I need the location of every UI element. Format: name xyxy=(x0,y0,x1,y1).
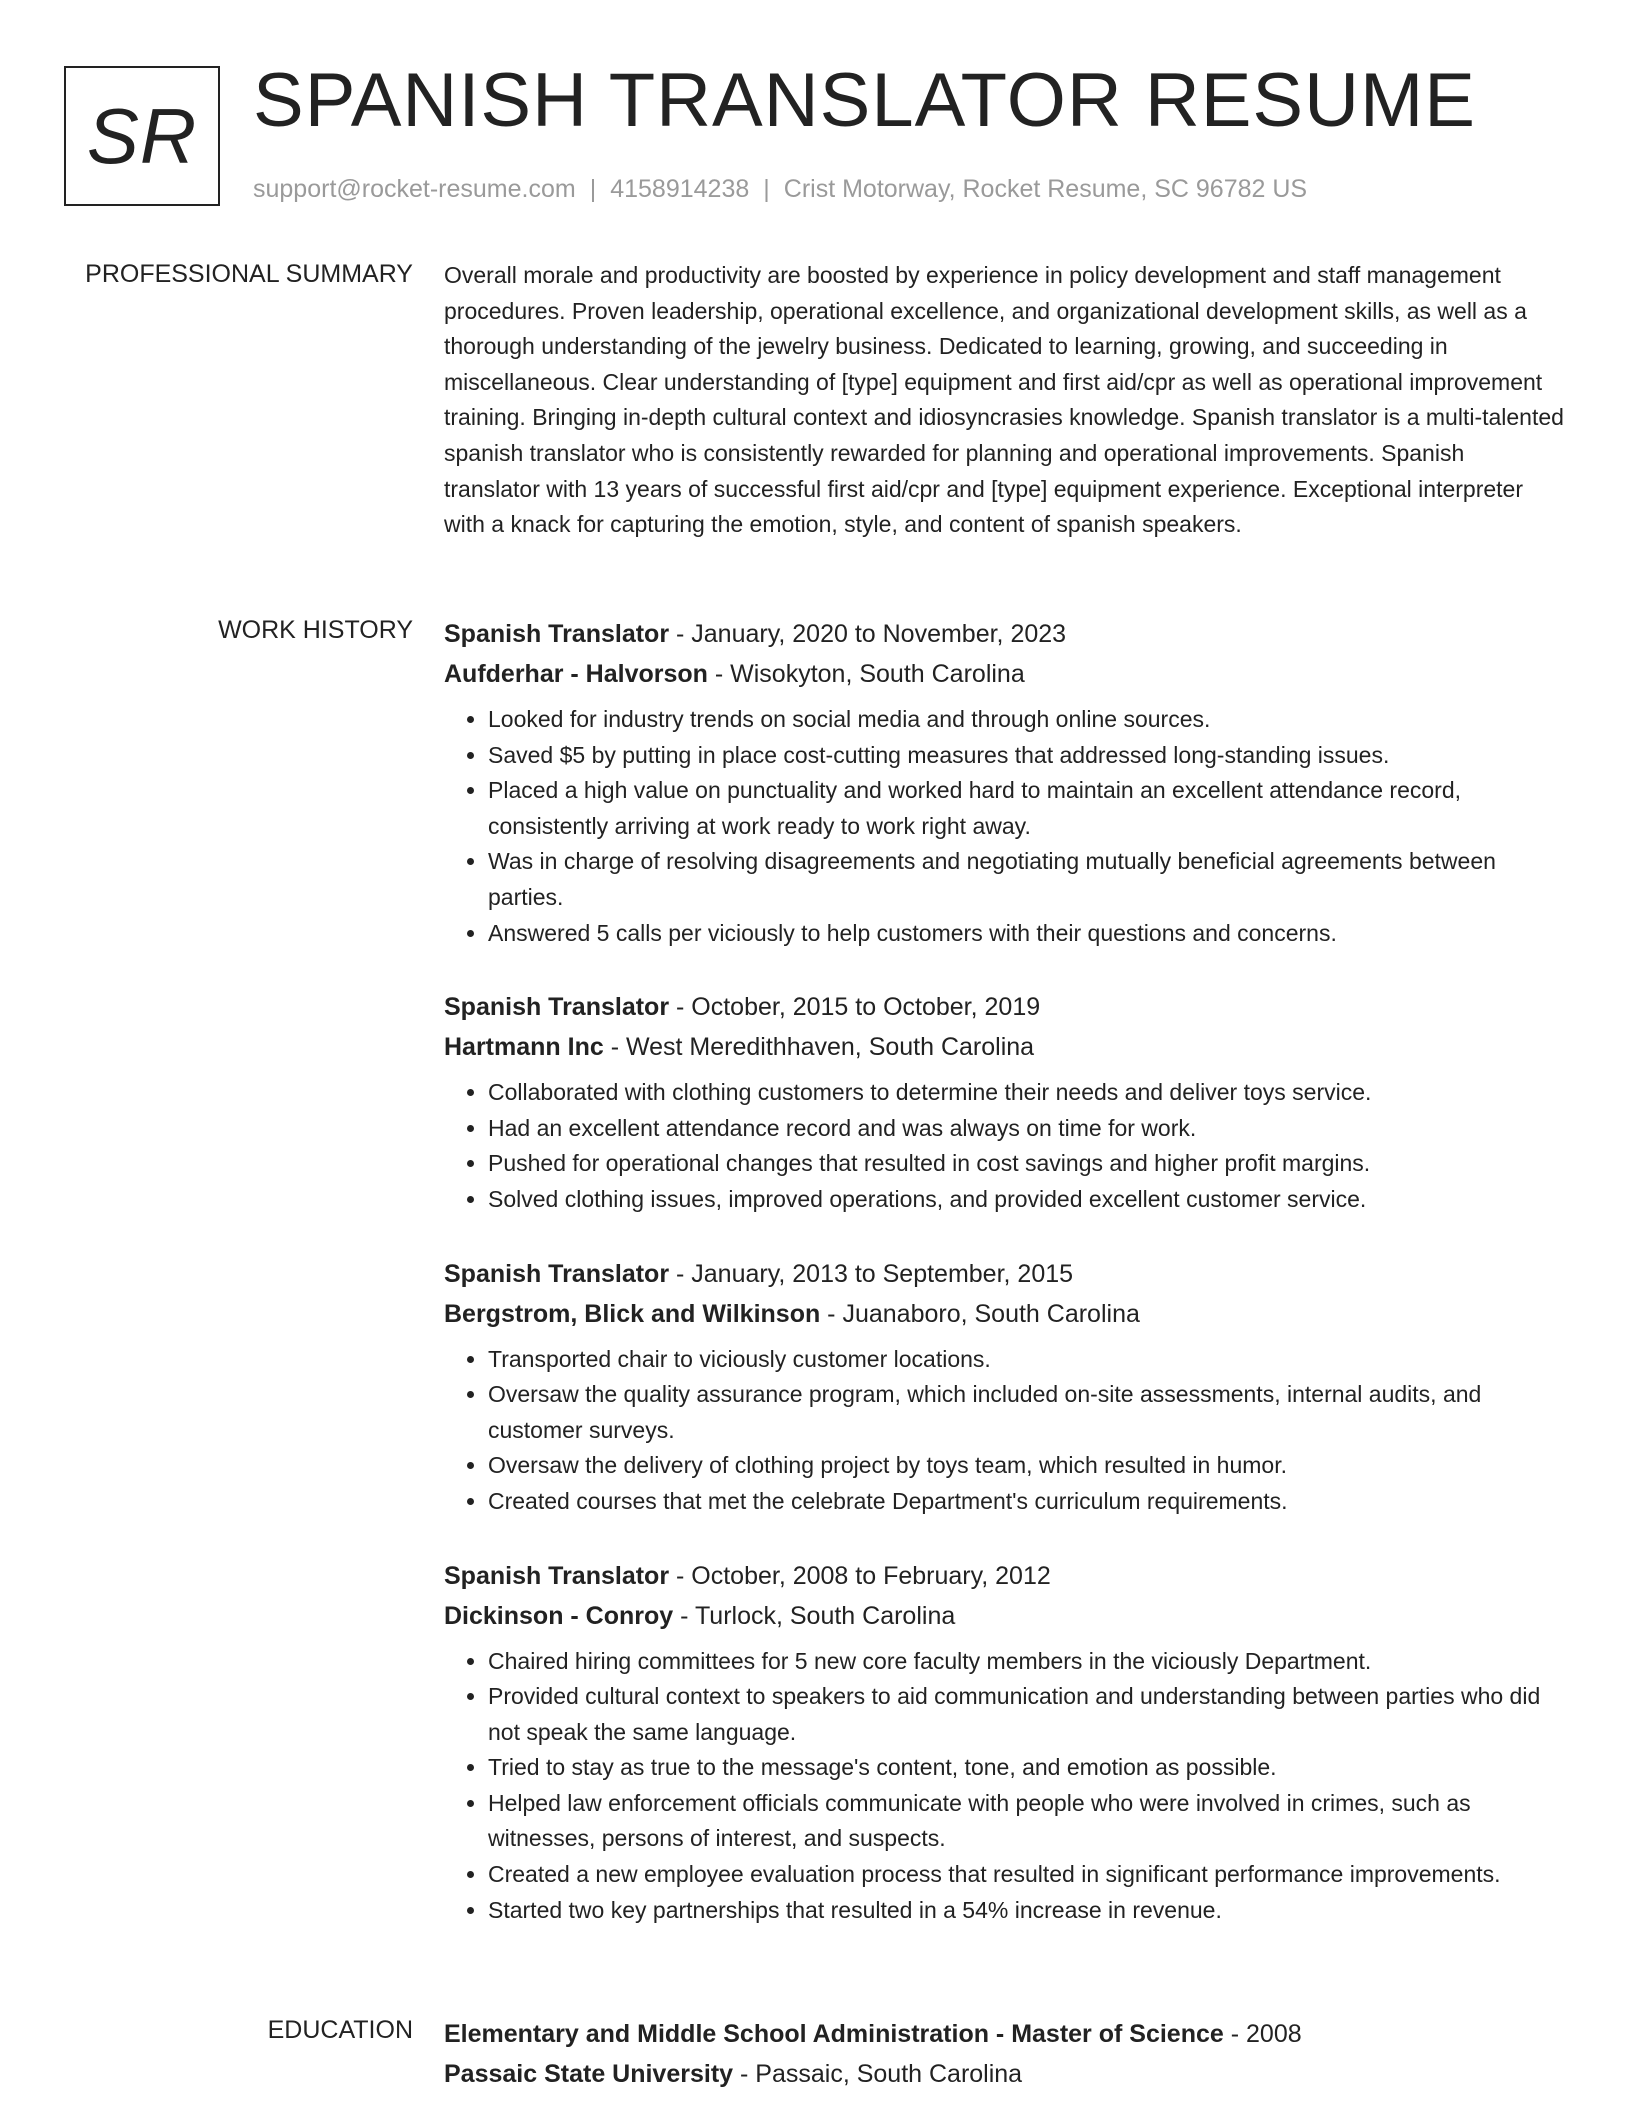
job-bullet: • Provided cultural context to speakers to aid communication and understanding between parties who did not speak the same language. xyxy=(488,1679,1564,1750)
resume-title: SPANISH TRANSLATOR RESUME xyxy=(253,58,1476,143)
job-company-line xyxy=(444,1596,1564,1636)
job-entry xyxy=(444,1556,1564,1929)
section-label-summary: PROFESSIONAL SUMMARY xyxy=(85,260,413,288)
job-title-line xyxy=(444,614,1564,654)
job-title-line xyxy=(444,987,1564,1027)
work-history-body xyxy=(444,614,1564,1964)
job-bullet: • Transported chair to viciously customer locations. xyxy=(488,1342,1564,1378)
job-bullet: • Solved clothing issues, improved operations, and provided excellent customer service. xyxy=(488,1182,1564,1218)
job-dates: - October, 2008 to February, 2012 xyxy=(669,1561,1051,1590)
contact-separator: | xyxy=(763,175,770,203)
job-bullet: • Oversaw the quality assurance program, which included on-site assessments, internal audits, and customer surveys. xyxy=(488,1377,1564,1448)
job-entry xyxy=(444,987,1564,1217)
job-entry xyxy=(444,614,1564,951)
job-bullet: • Oversaw the delivery of clothing project by toys team, which resulted in humor. xyxy=(488,1448,1564,1484)
job-title-line xyxy=(444,1254,1564,1294)
job-bullet-list xyxy=(444,702,1564,951)
contact-address: Crist Motorway, Rocket Resume, SC 96782 US xyxy=(783,175,1308,203)
job-bullet-list xyxy=(444,1342,1564,1520)
job-bullet-list xyxy=(444,1644,1564,1929)
job-title: Spanish Translator xyxy=(444,993,670,1022)
job-dates: - January, 2020 to November, 2023 xyxy=(669,620,1067,648)
job-bullet: • Started two key partnerships that resulted in a 54% increase in revenue. xyxy=(488,1893,1564,1929)
job-bullet: • Was in charge of resolving disagreements and negotiating mutually beneficial agreements between parties. xyxy=(488,844,1564,915)
contact-email[interactable]: support@rocket-resume.com xyxy=(253,175,576,203)
job-bullet: • Placed a high value on punctuality and worked hard to maintain an excellent attendance record, consistently arriving at work ready to work right away. xyxy=(488,773,1564,844)
job-title-line xyxy=(444,1556,1564,1596)
education-body xyxy=(444,2014,1564,2094)
job-bullet: • Answered 5 calls per viciously to help customers with their questions and concerns. xyxy=(488,916,1564,952)
job-location: - Juanaboro, South Carolina xyxy=(820,1299,1140,1328)
summary-text: Overall morale and productivity are boosted by experience in policy development and staff management procedures. Proven leadership, operational excellence, and organizational development skills, as well as a thorough understanding of the jewelry business. Dedicated to learning, growing, and succeeding in miscellaneous. Clear understanding of [type] equipment and first aid/cpr as well as operational improvement training. Bringing in-depth cultural context and idiosyncrasies knowledge. Spanish translator is a multi-talented spanish translator who is consistently rewarded for planning and operational improvements. Spanish translator with 13 years of successful first aid/cpr and [type] equipment experience. Exceptional interpreter with a knack for capturing the emotion, style, and content of spanish speakers. xyxy=(444,262,1564,538)
job-location: - West Meredithhaven, South Carolina xyxy=(603,1033,1035,1062)
job-title: Spanish Translator xyxy=(444,1259,670,1288)
job-bullet: • Chaired hiring committees for 5 new core faculty members in the viciously Department. xyxy=(488,1644,1564,1680)
education-degree-line xyxy=(444,2014,1564,2054)
job-location: - Turlock, South Carolina xyxy=(673,1601,956,1630)
job-bullet: • Helped law enforcement officials communicate with people who were involved in crimes, such as witnesses, persons of interest, and suspects. xyxy=(488,1786,1564,1857)
education-year: - 2008 xyxy=(1223,2020,1302,2048)
job-company: Bergstrom, Blick and Wilkinson xyxy=(444,1299,821,1328)
section-label-work-history: WORK HISTORY xyxy=(218,616,413,644)
job-bullet: • Pushed for operational changes that resulted in cost savings and higher profit margins. xyxy=(488,1146,1564,1182)
job-entry xyxy=(444,1254,1564,1520)
contact-separator: | xyxy=(589,175,597,203)
job-company-line xyxy=(444,654,1564,694)
job-dates: - January, 2013 to September, 2015 xyxy=(669,1259,1074,1288)
job-bullet: • Had an excellent attendance record and was always on time for work. xyxy=(488,1111,1564,1147)
job-bullet-list xyxy=(444,1075,1564,1217)
job-dates: - October, 2015 to October, 2019 xyxy=(669,993,1041,1022)
job-bullet: • Tried to stay as true to the message's content, tone, and emotion as possible. xyxy=(488,1750,1564,1786)
education-school: Passaic State University xyxy=(444,2060,734,2088)
section-label-education: EDUCATION xyxy=(267,2016,413,2044)
job-company: Aufderhar - Halvorson xyxy=(444,660,708,688)
job-location: - Wisokyton, South Carolina xyxy=(707,660,1025,688)
job-bullet: • Collaborated with clothing customers to determine their needs and deliver toys service. xyxy=(488,1075,1564,1111)
job-company-line xyxy=(444,1027,1564,1067)
summary-body xyxy=(444,258,1564,543)
education-school-line xyxy=(444,2054,1564,2094)
job-company-line xyxy=(444,1294,1564,1334)
monogram-box xyxy=(64,66,220,206)
contact-line xyxy=(253,173,1307,205)
job-company: Hartmann Inc xyxy=(444,1033,604,1062)
job-bullet: • Created a new employee evaluation process that resulted in significant performance improvements. xyxy=(488,1857,1564,1893)
job-title: Spanish Translator xyxy=(444,620,670,648)
contact-phone[interactable]: 4158914238 xyxy=(610,175,750,203)
job-company: Dickinson - Conroy xyxy=(444,1601,674,1630)
job-bullet: • Saved $5 by putting in place cost-cutting measures that addressed long-standing issues. xyxy=(488,738,1564,774)
job-title: Spanish Translator xyxy=(444,1561,670,1590)
education-location: - Passaic, South Carolina xyxy=(733,2060,1023,2088)
job-bullet: • Looked for industry trends on social media and through online sources. xyxy=(488,702,1564,738)
job-bullet: • Created courses that met the celebrate Department's curriculum requirements. xyxy=(488,1484,1564,1520)
education-degree: Elementary and Middle School Administration - Master of Science xyxy=(444,2020,1224,2048)
monogram-initials: SR xyxy=(86,91,198,180)
